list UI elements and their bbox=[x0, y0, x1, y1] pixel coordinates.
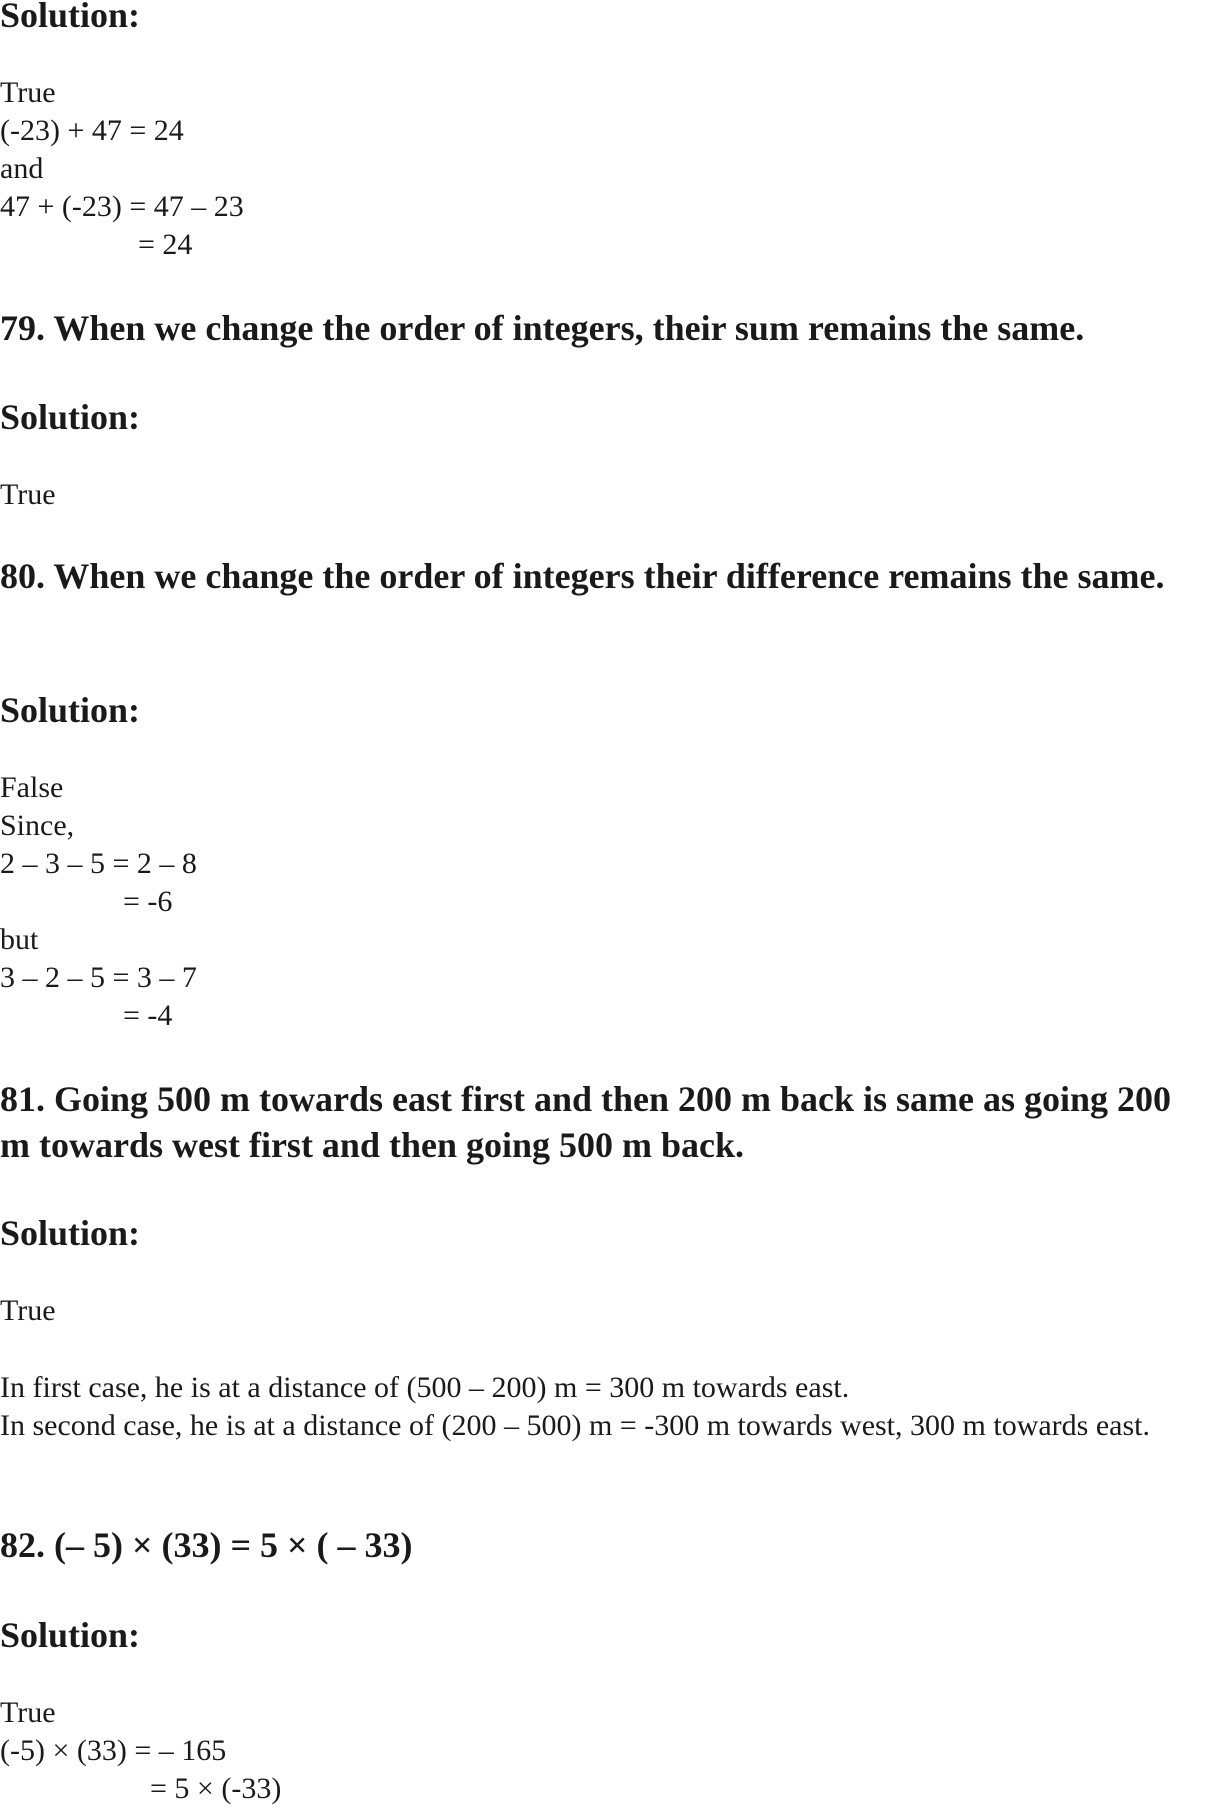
question-79: 79. When we change the order of integers, their sum remains the same. bbox=[0, 308, 1085, 348]
solution-line-78-2: (-23) + 47 = 24 bbox=[0, 114, 184, 147]
solution-line-80-1: False bbox=[0, 771, 64, 804]
solution-line-80-5: but bbox=[0, 923, 39, 956]
question-80: 80. When we change the order of integers their difference remains the same. bbox=[0, 556, 1165, 596]
answer-79: True bbox=[0, 478, 56, 511]
solution-line-78-5: = 24 bbox=[138, 228, 193, 261]
solution-heading-78: Solution: bbox=[0, 0, 141, 35]
explanation-81-first: In first case, he is at a distance of (500 – 200) m = 300 m towards east. bbox=[0, 1371, 850, 1404]
explanation-81-second: In second case, he is at a distance of (200 – 500) m = -300 m towards west, 300 m towards east. bbox=[0, 1409, 1150, 1442]
solution-line-80-3: 2 – 3 – 5 = 2 – 8 bbox=[0, 847, 197, 880]
question-81: 81. Going 500 m towards east first and then 200 m back is same as going 200 m towards west first and then going 500 m back. bbox=[0, 1079, 1172, 1165]
solution-line-82-1: True bbox=[0, 1696, 56, 1729]
answer-81: True bbox=[0, 1294, 56, 1327]
solution-heading-80: Solution: bbox=[0, 690, 141, 730]
solution-line-78-4: 47 + (-23) = 47 – 23 bbox=[0, 190, 244, 223]
solution-heading-82: Solution: bbox=[0, 1615, 141, 1655]
question-82: 82. (– 5) × (33) = 5 × ( – 33) bbox=[0, 1525, 413, 1565]
solution-line-78-3: and bbox=[0, 152, 44, 185]
solution-heading-81: Solution: bbox=[0, 1213, 141, 1253]
solution-line-80-4: = -6 bbox=[123, 885, 173, 918]
solution-heading-79: Solution: bbox=[0, 397, 141, 437]
solution-line-82-3: = 5 × (-33) bbox=[150, 1772, 282, 1805]
solution-line-80-7: = -4 bbox=[123, 999, 173, 1032]
solution-line-82-2: (-5) × (33) = – 165 bbox=[0, 1734, 227, 1767]
solution-line-78-1: True bbox=[0, 76, 56, 109]
solution-line-80-6: 3 – 2 – 5 = 3 – 7 bbox=[0, 961, 197, 994]
solution-line-80-2: Since, bbox=[0, 809, 75, 842]
